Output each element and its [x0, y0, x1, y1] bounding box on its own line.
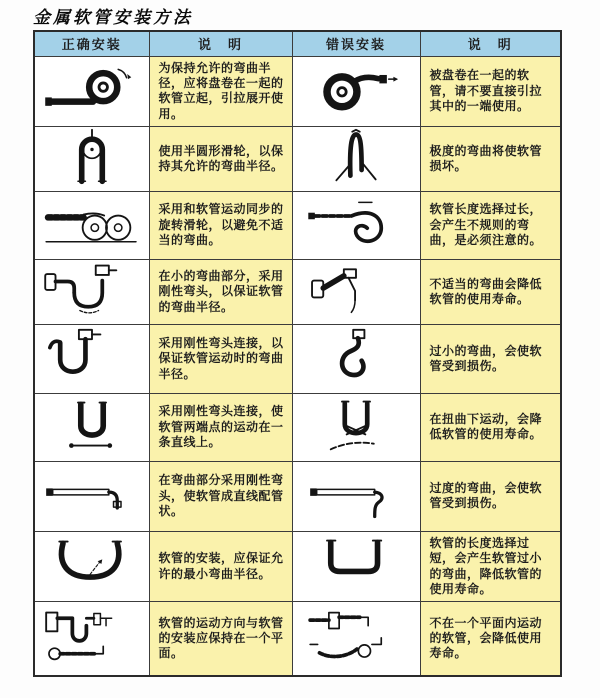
wrong-illustration-cell — [292, 461, 420, 531]
wrong-description-cell — [420, 461, 561, 531]
correct-illustration-cell — [34, 126, 149, 191]
semicircular-pulley-icon — [40, 127, 144, 185]
wrong-description-cell — [420, 531, 561, 601]
extreme-bend-icon — [304, 127, 408, 185]
wrong-description: 不适当的弯曲会降低软管的使用寿命。 — [429, 276, 543, 306]
wrong-illustration-cell — [292, 259, 420, 324]
correct-description: 采用刚性弯头连接，以保证软管运动时的弯曲半径。 — [158, 335, 284, 381]
correct-description-cell — [149, 602, 292, 676]
wrong-description: 在扭曲下运动，会降低软管的使用寿命。 — [429, 412, 543, 442]
correct-illustration-cell — [34, 461, 149, 531]
wrong-description: 过度的弯曲，会使软管受到损伤。 — [429, 481, 543, 511]
table-row — [34, 461, 561, 531]
wrong-description-cell — [420, 393, 561, 461]
header-description-right: 说 明 — [420, 31, 561, 56]
correct-description-cell — [149, 191, 292, 259]
correct-description-cell — [149, 126, 292, 191]
table-row — [34, 531, 561, 601]
correct-illustration-cell — [34, 531, 149, 601]
wrong-illustration-cell — [292, 56, 420, 126]
rigid-elbow-u-loop-icon — [40, 327, 144, 385]
correct-illustration-cell — [34, 602, 149, 676]
wrong-description-cell — [420, 324, 561, 393]
wrong-description: 过小的弯曲，会使软管受到损伤。 — [429, 343, 543, 373]
minimum-bend-radius-u-icon — [40, 535, 144, 593]
u-loop-straight-line-motion-icon — [40, 396, 144, 454]
correct-illustration-cell — [34, 191, 149, 259]
table-row — [34, 602, 561, 676]
header-row — [34, 31, 561, 56]
improper-sharp-bend-icon — [304, 260, 408, 318]
installation-table — [33, 30, 562, 677]
table-row — [34, 393, 561, 461]
correct-description-cell — [149, 259, 292, 324]
multi-plane-motion-icon — [304, 607, 408, 665]
page-title: 金属软管安装方法 — [33, 8, 193, 28]
over-bent-pipe-end-icon — [304, 465, 408, 523]
header-correct-install: 正确安装 — [34, 31, 149, 56]
correct-description: 采用和软管运动同步的旋转滑轮，以避免不适当的弯曲。 — [158, 202, 284, 248]
correct-illustration-cell — [34, 324, 149, 393]
too-short-square-bend-icon — [304, 535, 408, 593]
wrong-illustration-cell — [292, 324, 420, 393]
correct-description: 为保持允许的弯曲半径，应将盘卷在一起的软管立起，引拉展开使用。 — [158, 60, 284, 121]
wrong-illustration-cell — [292, 191, 420, 259]
correct-description-cell — [149, 324, 292, 393]
coiled-hose-pulled-icon — [304, 60, 408, 118]
wrong-description: 软管的长度选择过短，会产生软管过小的弯曲，降低软管的使用寿命。 — [429, 535, 543, 597]
correct-illustration-cell — [34, 56, 149, 126]
wrong-illustration-cell — [292, 126, 420, 191]
straight-pipe-rigid-elbow-icon — [40, 465, 144, 523]
header-wrong-install: 错误安装 — [292, 31, 420, 56]
correct-description: 在小的弯曲部分，采用刚性弯头，以保证软管的弯曲半径。 — [158, 268, 284, 314]
header-description-left: 说 明 — [149, 31, 292, 56]
coiled-hose-upright-icon — [40, 60, 144, 118]
correct-description: 在弯曲部分采用刚性弯头，使软管成直线配管状。 — [158, 473, 284, 519]
table-row — [34, 56, 561, 126]
wrong-description-cell — [420, 56, 561, 126]
irregular-loop-icon — [304, 194, 408, 252]
single-plane-motion-icon — [40, 607, 144, 665]
correct-description-cell — [149, 531, 292, 601]
correct-description-cell — [149, 393, 292, 461]
wrong-description: 不在一个平面内运动的软管，会降低使用寿命。 — [429, 615, 543, 661]
wrong-description: 软管长度选择过长，会产生不规则的弯曲，是必须注意的。 — [429, 202, 543, 248]
correct-description: 采用刚性弯头连接，使软管两端点的运动在一条直线上。 — [158, 404, 284, 450]
wrong-description: 被盘卷在一起的软管，请不要直接引拉其中的一端使用。 — [429, 68, 543, 113]
wrong-illustration-cell — [292, 602, 420, 676]
correct-description: 软管的运动方向与软管的安装应保持在一个平面。 — [158, 615, 284, 661]
wrong-description-cell — [420, 602, 561, 676]
wrong-description-cell — [420, 126, 561, 191]
table-row — [34, 259, 561, 324]
wrong-description-cell — [420, 191, 561, 259]
table-row — [34, 324, 561, 393]
table-row — [34, 126, 561, 191]
table-row — [34, 191, 561, 259]
wrong-description: 极度的弯曲将使软管损坏。 — [429, 143, 543, 173]
synchronized-rollers-icon — [40, 194, 144, 252]
correct-description-cell — [149, 461, 292, 531]
wrong-description-cell — [420, 259, 561, 324]
too-small-bend-hook-icon — [304, 327, 408, 385]
correct-description: 软管的安装，应保证允许的最小弯曲半径。 — [158, 551, 284, 581]
correct-description: 使用半圆形滑轮，以保持其允许的弯曲半径。 — [158, 143, 284, 173]
u-loop-twisted-motion-icon — [304, 396, 408, 454]
wrong-illustration-cell — [292, 531, 420, 601]
correct-illustration-cell — [34, 393, 149, 461]
wrong-illustration-cell — [292, 393, 420, 461]
correct-illustration-cell — [34, 259, 149, 324]
correct-description-cell — [149, 56, 292, 126]
rigid-elbow-small-bend-icon — [40, 260, 144, 318]
table-body — [34, 56, 561, 676]
